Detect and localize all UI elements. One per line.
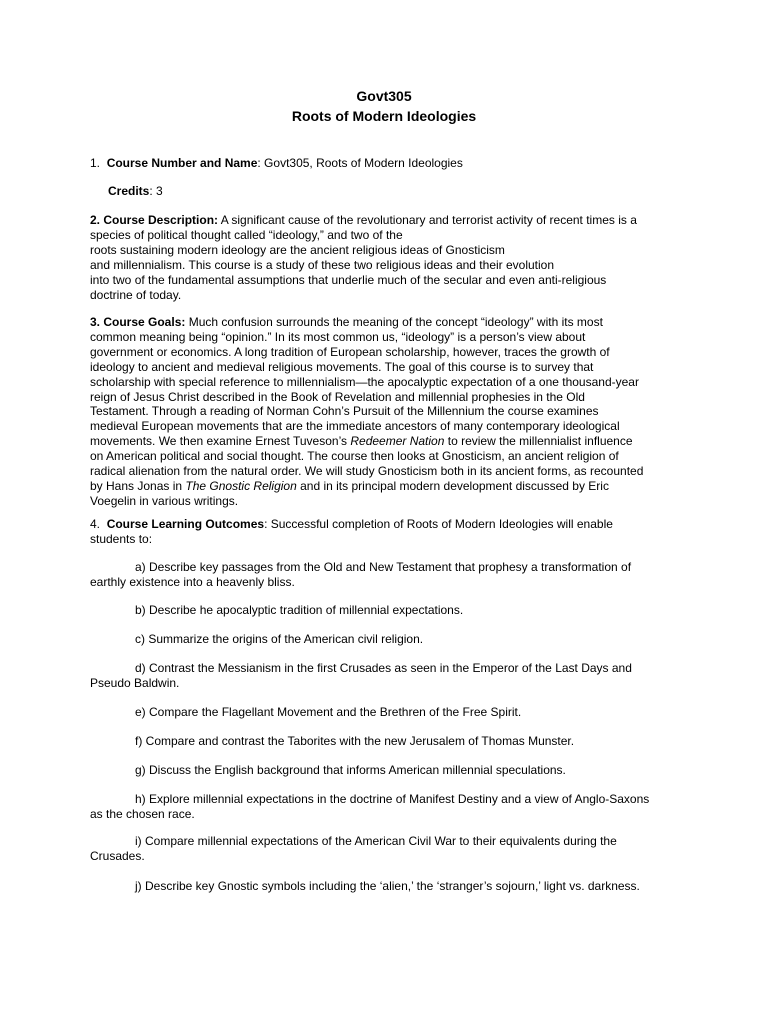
section-label: Course Learning Outcomes	[106, 517, 265, 531]
outcome-line: Pseudo Baldwin.	[90, 675, 180, 690]
credits-line	[90, 184, 680, 199]
paragraph-line: : Successful completion of Roots of Modern Ideologies will enable	[264, 517, 613, 531]
outcome-item	[90, 603, 680, 618]
section-course-number	[90, 156, 680, 171]
paragraph-line: students to:	[90, 531, 153, 546]
line-text: by Hans Jonas in	[90, 478, 186, 493]
outcome-item	[90, 705, 680, 720]
book-title: Redeemer Nation	[350, 434, 445, 449]
outcome-line: h) Explore millennial expectations in the doctrine of Manifest Destiny and a view of Anglo-Saxons	[135, 792, 650, 806]
paragraph-line: Testament. Through a reading of Norman Cohn’s Pursuit of the Millennium the course examines	[90, 404, 599, 419]
line-text: to review the millennialist influence	[444, 434, 633, 449]
paragraph-line: ideology to ancient and medieval religious movements. The goal of this course is to survey that	[90, 359, 594, 374]
paragraph-line: scholarship with special reference to millennialism—the apocalyptic expectation of a one thousand-year	[90, 374, 639, 389]
paragraph-line: medieval European movements that are the immediate ancestors of many contemporary ideological	[90, 419, 620, 434]
outcome-line: i) Compare millennial expectations of the American Civil War to their equivalents during the	[135, 834, 617, 848]
section-course-description	[90, 213, 680, 302]
outcome-line: e) Compare the Flagellant Movement and the Brethren of the Free Spirit.	[135, 705, 522, 719]
credits-value: : 3	[149, 184, 163, 198]
paragraph-line: Voegelin in various writings.	[90, 493, 239, 508]
outcome-line: j) Describe key Gnostic symbols including the ‘alien,’ the ‘stranger’s sojourn,’ light vs. darkness.	[135, 879, 640, 893]
outcome-line: a) Describe key passages from the Old and New Testament that prophesy a transformation of	[135, 560, 632, 574]
paragraph-line: reign of Jesus Christ described in the Book of Revelation and millennial prophesies in the Old	[90, 389, 585, 404]
course-code-heading: Govt305	[356, 88, 412, 104]
section-label: 3. Course Goals:	[90, 315, 186, 329]
outcome-line: g) Discuss the English background that informs American millennial speculations.	[135, 763, 566, 777]
paragraph-line: species of political thought called “ideology,” and two of the	[90, 227, 403, 242]
section-learning-outcomes	[90, 517, 680, 547]
section-value: : Govt305, Roots of Modern Ideologies	[257, 156, 463, 170]
section-label: 2. Course Description:	[90, 213, 219, 227]
paragraph-line	[90, 479, 680, 494]
paragraph-line: roots sustaining modern ideology are the ancient religious ideas of Gnosticism	[90, 242, 505, 257]
outcome-line: earthly existence into a heavenly bliss.	[90, 574, 295, 589]
paragraph-line: Much confusion surrounds the meaning of the concept “ideology” with its most	[185, 315, 603, 329]
section-course-goals	[90, 315, 680, 509]
paragraph-line: common meaning being “opinion.” In its most common us, “ideology” is a person’s view about	[90, 329, 586, 344]
section-label: Course Number and Name	[106, 156, 258, 170]
line-text: movements. We then examine Ernest Tuveson’s	[90, 434, 351, 449]
paragraph-line	[90, 434, 680, 449]
section-number: 1.	[90, 156, 101, 170]
outcome-item	[90, 834, 680, 864]
line-text: and in its principal modern development discussed by Eric	[296, 478, 609, 493]
paragraph-line: A significant cause of the revolutionary and terrorist activity of recent times is a	[218, 213, 637, 227]
paragraph-line: on American political and social thought. The course then looks at Gnosticism, an ancient religion of	[90, 449, 619, 464]
outcome-line: Crusades.	[90, 848, 145, 863]
outcome-item	[90, 879, 680, 894]
outcome-line: d) Contrast the Messianism in the first Crusades as seen in the Emperor of the Last Days and	[135, 661, 632, 675]
paragraph-line: into two of the fundamental assumptions that underlie much of the secular and even anti-religious	[90, 272, 607, 287]
book-title: The Gnostic Religion	[185, 478, 297, 493]
outcome-line: as the chosen race.	[90, 806, 195, 821]
outcome-item	[90, 734, 680, 749]
outcome-line: f) Compare and contrast the Taborites with the new Jerusalem of Thomas Munster.	[135, 734, 575, 748]
paragraph-line: and millennialism. This course is a study of these two religious ideas and their evolution	[90, 257, 555, 272]
paragraph-line: doctrine of today.	[90, 287, 182, 302]
course-title-heading: Roots of Modern Ideologies	[291, 108, 477, 124]
section-number: 4.	[90, 517, 101, 531]
outcome-item	[90, 560, 680, 590]
credits-label: Credits	[108, 184, 150, 198]
paragraph-line: government or economics. A long tradition of European scholarship, however, traces the growth of	[90, 344, 610, 359]
paragraph-line: radical alienation from the natural order. We will study Gnosticism both in its ancient forms, as recounted	[90, 464, 644, 479]
outcome-item	[90, 792, 680, 822]
outcome-item	[90, 763, 680, 778]
outcome-line: c) Summarize the origins of the American civil religion.	[135, 632, 424, 646]
outcome-line: b) Describe he apocalyptic tradition of millennial expectations.	[135, 603, 464, 617]
outcome-item	[90, 661, 680, 691]
outcome-item	[90, 632, 680, 647]
